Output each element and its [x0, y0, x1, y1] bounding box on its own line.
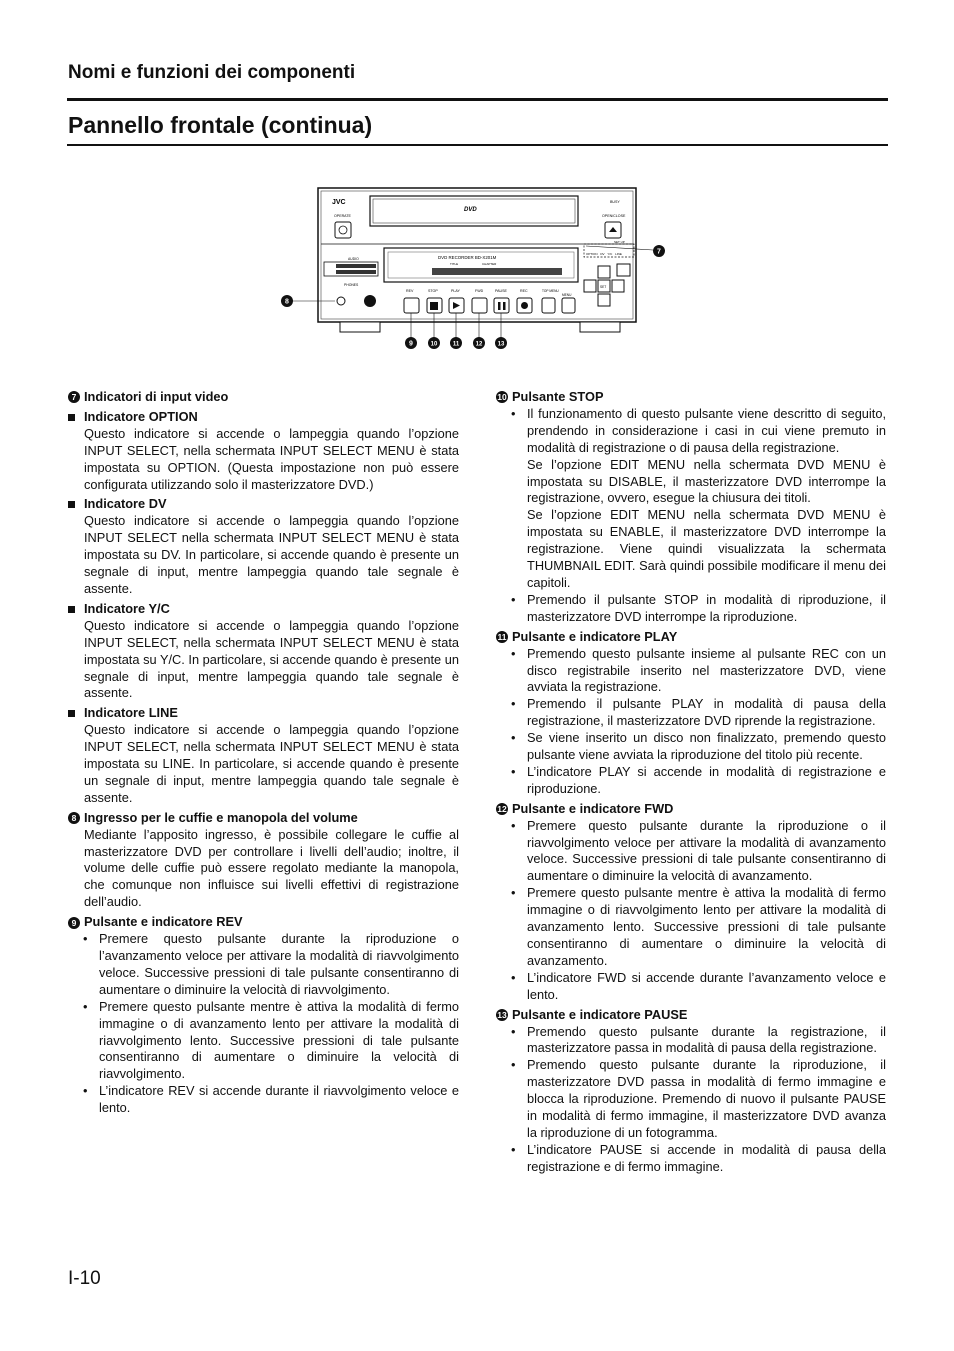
bullet-item: • Premendo questo pulsante durante la registrazione, il masterizzatore passa in modalità di pausa della registrazione.: [496, 1024, 886, 1058]
svg-text:REV: REV: [406, 289, 414, 293]
number-badge: 7: [68, 391, 80, 403]
subheading-dv: Indicatore DV: [68, 496, 459, 513]
svg-text:REC: REC: [520, 289, 528, 293]
open-close-label: OPEN/CLOSE: [602, 214, 626, 218]
title-rule: [67, 144, 888, 146]
bullet-item: • Premere questo pulsante mentre è attiva la modalità di fermo immagine o di riavvolgimento lento per attivare la modalità di avanzamento lento. Successive pressioni di tale pulsante consentiranno di aumentare o diminuire la velocità di avanzamento.: [496, 885, 886, 970]
svg-text:FWD: FWD: [475, 289, 484, 293]
bullet-item: • Premere questo pulsante durante la riproduzione o il riavvolgimento veloce per attivare la modalità di avanzamento veloce. Successive pressioni di tale pulsante consentiranno di aumentare o diminuire la velocità di avanzamento.: [496, 818, 886, 886]
paragraph: Questo indicatore si accende o lampeggia quando l’opzione INPUT SELECT, nella schermata INPUT SELECT MENU è stata impostata su LINE. In particolare, si accende quando è presente un segnale di input, mentre lampeggia quando tale segnale è assente.: [84, 722, 459, 805]
bullet-item: • Il funzionamento di questo pulsante viene descritto di seguito, prendendo in considerazione i casi in cui viene premuto in modalità di registrazione o di pausa della registrazione.: [496, 406, 886, 457]
bullet-item: • Premere questo pulsante durante la riproduzione o l’avanzamento veloce per attivare la modalità di riavvolgimento veloce. Successive pressioni di tale pulsante consentiranno di aumentare o diminuire la velocità di riavvolgimento.: [68, 931, 459, 999]
svg-text:MENU: MENU: [562, 293, 572, 297]
heading-video-input-indicators: 7 Indicatori di input video: [68, 389, 459, 406]
page-number: I-10: [68, 1268, 101, 1289]
svg-text:12: 12: [475, 341, 483, 348]
bullet-item: • L’indicatore REV si accende durante il riavvolgimento veloce e lento.: [68, 1083, 459, 1117]
number-badge: 11: [497, 632, 507, 643]
chapter-label: CHAPTER: [482, 262, 497, 266]
left-column: [68, 386, 459, 1117]
heading-pause: 13 Pulsante e indicatore PAUSE: [497, 1006, 688, 1022]
number-badge: 9: [68, 917, 80, 929]
subheading-option: Indicatore OPTION: [68, 409, 459, 426]
bullet-item: • Premendo il pulsante STOP in modalità di riproduzione, il masterizzatore DVD interrompe la riproduzione.: [496, 592, 886, 626]
heading-play: 11 Pulsante e indicatore PLAY: [497, 628, 678, 644]
subheading-yc: Indicatore Y/C: [68, 601, 459, 618]
svg-text:8: 8: [285, 298, 289, 306]
bullet-item: • Premendo il pulsante PLAY in modalità di pausa della registrazione, il masterizzatore DVD riprende la registrazione.: [496, 696, 886, 730]
bullet-continuation: Se l’opzione EDIT MENU nella schermata DVD MENU è impostata su DISABLE, il masterizzatore DVD interrompe la registrazione, ovvero, esegue la chiusura dei titoli.: [527, 456, 886, 506]
audio-label: AUDIO: [348, 257, 359, 261]
bullet-item: • L’indicatore FWD si accende durante l’avanzamento veloce e lento.: [496, 970, 886, 1004]
number-badge: 12: [497, 804, 507, 815]
headphone-jack: [337, 297, 345, 305]
heading-stop: 10 Pulsante STOP: [497, 389, 604, 404]
heading-rev: 9 Pulsante e indicatore REV: [68, 914, 459, 931]
input-labels: OPTION DV Y/C LINE: [586, 252, 622, 256]
bullet-item: • L’indicatore PAUSE si accende in modalità di pausa della registrazione e di fermo immagine.: [496, 1142, 886, 1176]
svg-text:STOP: STOP: [428, 289, 438, 293]
svg-text:SET: SET: [600, 285, 607, 289]
header-rule: [67, 98, 888, 101]
svg-text:PAUSE: PAUSE: [495, 289, 507, 293]
setup-label: SET UP: [614, 240, 625, 244]
front-display: [384, 248, 578, 282]
svg-text:10: 10: [430, 341, 438, 348]
heading-headphones: 8 Ingresso per le cuffie e manopola del volume: [68, 810, 459, 827]
paragraph: Mediante l’apposito ingresso, è possibile collegare le cuffie al masterizzatore DVD per controllare i livelli dell’audio; inoltre, il volume delle cuffie può essere regolato mediante la manopola, che comunque non influisce sui livelli effettivi di registrazione dell’audio.: [84, 826, 459, 910]
volume-knob: [364, 295, 376, 307]
bullet-item: • Premendo questo pulsante insieme al pulsante REC con un disco registrabile inserito nel masterizzatore DVD, viene avviata la registrazione.: [496, 646, 886, 697]
heading-fwd: 12 Pulsante e indicatore FWD: [497, 800, 674, 816]
page-title: Pannello frontale (continua): [68, 112, 373, 138]
svg-text:PLAY: PLAY: [451, 289, 460, 293]
bullet-item: • Se viene inserito un disco non finalizzato, premendo questo pulsante viene avviata la riproduzione del titolo più recente.: [496, 730, 886, 764]
paragraph: Questo indicatore si accende o lampeggia quando l’opzione INPUT SELECT, nella schermata INPUT SELECT MENU è stata impostata su Y/C. In particolare, si accende quando è presente un segnale di input, mentre lampeggia quando tale segnale è assente.: [84, 617, 459, 701]
bullet-continuation: Se l’opzione EDIT MENU nella schermata DVD MENU è impostata su ENABLE, il masterizzatore DVD interrompe la registrazione. Viene quindi visualizzata la schermata THUMBNAIL EDIT. Sarà quindi possibile modificare il menu dei capitoli.: [527, 507, 886, 590]
brand-label: JVC: [332, 199, 346, 206]
phones-label: PHONES: [344, 283, 359, 287]
paragraph: Questo indicatore si accende o lampeggia quando l’opzione INPUT SELECT nella schermata INPUT SELECT MENU è stata impostata su DV. In particolare, si accende quando è presente un segnale di input, mentre lampeggia quando tale segnale è assente.: [84, 513, 459, 596]
display-label: DVD RECORDER BD-X201M: [438, 255, 497, 260]
svg-text:9: 9: [409, 340, 413, 348]
section-title: Nomi e funzioni dei componenti: [68, 62, 356, 83]
dvd-logo: DVD: [464, 207, 477, 213]
operate-button: [335, 222, 351, 238]
front-panel-figure: [280, 180, 680, 360]
number-badge: 10: [497, 392, 507, 403]
bullet-item: • L’indicatore PLAY si accende in modalità di registrazione e riproduzione.: [496, 764, 886, 798]
svg-text:TOP MENU: TOP MENU: [542, 289, 559, 293]
subheading-line: Indicatore LINE: [68, 705, 459, 722]
number-badge: 8: [68, 812, 80, 824]
display-segments: [432, 268, 562, 275]
bullet-item: • Premendo questo pulsante durante la riproduzione, il masterizzatore DVD passa in modalità di fermo immagine e blocca la riproduzione. Premendo di nuovo il pulsante PAUSE in modalità di fermo immagine, il masterizzatore DVD avanza la riproduzione di un fotogramma.: [496, 1057, 886, 1142]
svg-text:11: 11: [452, 341, 460, 348]
number-badge: 13: [497, 1010, 507, 1021]
right-column: [496, 386, 886, 1176]
busy-label: BUSY: [610, 200, 620, 204]
bullet-item: • Premere questo pulsante mentre è attiva la modalità di fermo immagine o di avanzamento lento per attivare la modalità di riavvolgimento lento. Successive pressioni di tale pulsante consentiranno di aumentare o diminuire la velocità di riavvolgimento.: [68, 999, 459, 1084]
svg-text:13: 13: [497, 341, 505, 348]
svg-text:7: 7: [657, 248, 661, 256]
operate-label: OPERATE: [334, 214, 351, 218]
paragraph: Questo indicatore si accende o lampeggia quando l’opzione INPUT SELECT, nella schermata INPUT SELECT MENU è stata impostata su OPTION. (Questa impostazione non può essere configurata utilizzando solo il masterizzatore DVD.): [84, 425, 459, 492]
title-label: TITLE: [450, 262, 459, 266]
